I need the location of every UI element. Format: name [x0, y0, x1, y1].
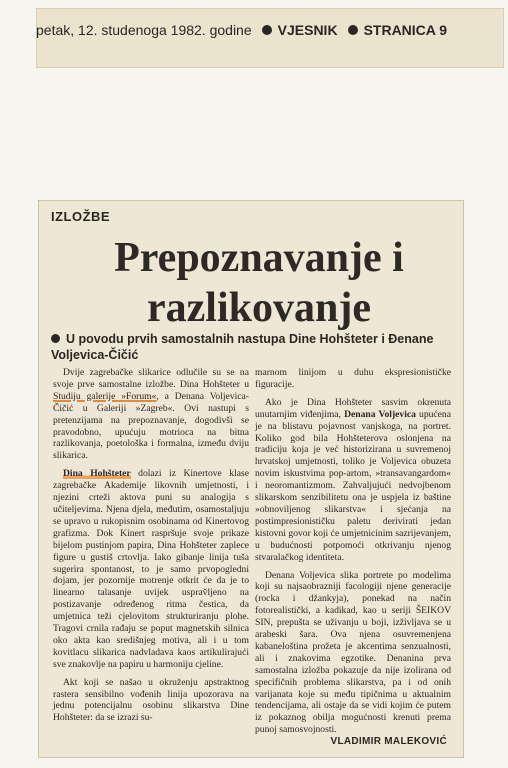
paragraph-text: upućena je na blistavu pojavnost vanjskoga, na portret. Koliko god bila Hohšteterova oslonjena na tradiciju koja je već historizirana u suvremenoj hrvatskoj umjetnosti, toliko je Voljevica obuzeta novim iskustvima pop-artom, »transavangardom« i neoromantizmom. Zahvaljujući nedvojbenom slikarskom senzibilitetu ona je uspjela iz baštine »obnoviljenog slikarstva« i sjećanja na postimpresionističku paletu derivirati jedan kistovni govor koji će umjetnicinim sazrijevanjem, u budućnosti potpomoći otkrivanju njenog stvaralačkog identiteta. — [255, 408, 451, 563]
page-header-strip — [36, 8, 504, 68]
headline-line-1: Prepoznavanje i — [114, 235, 404, 281]
bullet-icon — [262, 25, 272, 35]
bullet-icon — [348, 25, 358, 35]
article-headline — [59, 233, 459, 333]
header-page: STRANICA 9 — [363, 22, 448, 38]
paragraph-text: Dvije zagrebačke slikarice odlučile su se na svoje prve samostalne izložbe. Dina Hohšteter u — [53, 367, 249, 390]
header-paper: VJESNIK — [277, 22, 338, 38]
article-clipping — [38, 200, 464, 758]
paragraph — [53, 468, 249, 670]
subhead-text: U povodu prvih samostalnih nastupa Dine Hohšteter i Đenane Voljevica-Čičić — [51, 332, 434, 362]
article-column-left — [53, 367, 249, 730]
paragraph-text: Ako je Dina Hohšteter sasvim okrenuta unutarnjim viđenjima, — [255, 396, 451, 420]
paragraph — [255, 397, 451, 564]
headline-line-2: razlikovanje — [147, 285, 371, 331]
paragraph-text: , a Denana Voljevica-Čičić u Galeriji »Zagreb«. Ovi nastupi s pretenzijama na prepoznavanje, dogodivši se pravodobno, upućuju motrioca na bitna razlikovanja, poetološka i formalna, između dviju slikarica. — [53, 390, 249, 462]
article-byline: VLADIMIR MALEKOVIĆ — [330, 736, 447, 747]
header-date: petak, 12. studenoga 1982. godine — [36, 22, 252, 38]
page-header — [36, 22, 456, 38]
paragraph: marnom linijom u duhu ekspresionističke figuracije. — [255, 367, 451, 390]
artist-name: Denana Voljevica — [344, 408, 416, 420]
paragraph: Akt koji se našao u okruženju apstraktnog rastera sensibilno vođenih linija upozorava na jednu potencijalnu osobinu slikarstva Dine Hohšteter: da se izrazi su- — [53, 676, 249, 724]
article-kicker: IZLOŽBE — [51, 209, 111, 224]
gallery-link: Studiju galerije »Forum« — [53, 390, 157, 402]
paragraph — [53, 367, 249, 462]
article-column-right — [255, 367, 451, 742]
paragraph-text: dolazi iz Kinertove klase zagrebačke Akademije likovnih umjetnosti, i njezini crteži aktova puni su analogija s učiteljevima. Njena djela, međutim, osamostaljuju se upravo u rukopisnim osobinama od Kinertovog grafizma. Dok Kinert raspršuje svoje prikaze bijelom pustinjom papira, Dina Hohšteter zaplece figure u gustiš crtovlja. Iako gibanje linija tuša sugerira spontanost, to je samo prvopogledni dojam, jer pozornije motrenje otkrit će da je to linearno talasanje uvijek usprav̌ljeno na postizavanje određenog ritma čestica, da umjetnica teži cjelovitom strukturiranju plohe. Tragovi crnila rađaju se poput magnetskih silnica oko akta kao središnjeg motiva, ali i u tom kovitlacu slikarica nadvladava kaos artikulirajući sve znakovlje na papiru u harmoniju cjeline. — [53, 468, 249, 670]
paragraph: Denana Voljevica slika portrete po modelima koji su najsaobrazniji facologiji njene generacije (rocka i džankyja), ponekad na način fotorealistički, a kadikad, kao u seriji ŠEIKOV SIN, prepušta se uživanju u boji, izživljava se u arabeski šara. Ova njena osuvremenjena kabaneloština prožeta je akcentima senzualnosti, ali i znakovima egzotike. Denanina prva samostalna izložba pokazuje da nije izolirana od specifičnih problema slikarstva, pa i od onih varijanata koje su među tipičnima u aktualnim tendencijama, ali ostaje da se vidi kojim će putem iz pokaznog obilja mogućnosti krenuti prema punoj samosvojnosti. — [255, 569, 451, 736]
bullet-icon — [51, 334, 60, 343]
artist-name-highlight: Dina Hohšteter — [63, 468, 131, 480]
article-subhead — [51, 331, 447, 363]
